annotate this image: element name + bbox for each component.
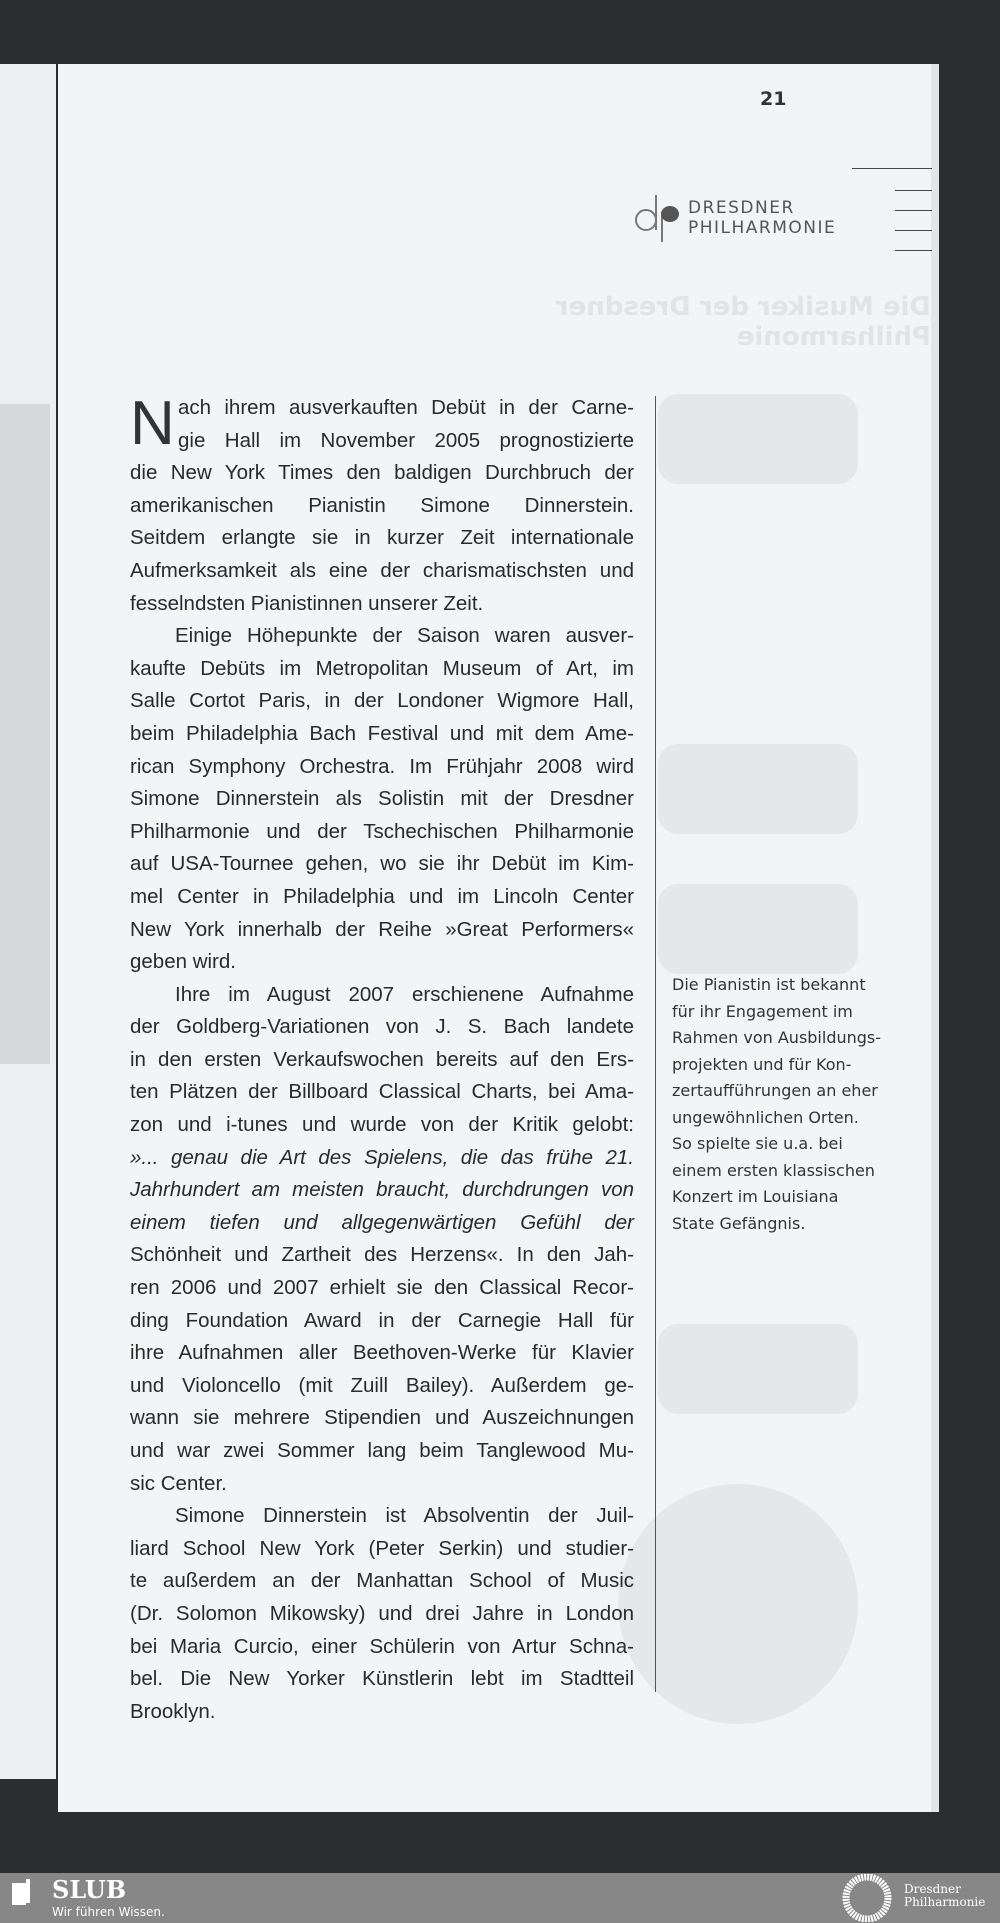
facing-page-edge bbox=[0, 64, 56, 1779]
bleed-through bbox=[0, 404, 50, 1064]
text-line: der Goldberg-Variationen von J. S. Bach landete bbox=[130, 1015, 634, 1039]
text-line: wann sie mehrere Stipendien und Auszeichnungen bbox=[130, 1406, 634, 1430]
partner-line-1: Dresdner bbox=[904, 1882, 961, 1896]
sidebar-line: Die Pianistin ist bekannt bbox=[672, 975, 866, 994]
bleed-through bbox=[658, 884, 858, 974]
margin-mark bbox=[852, 168, 932, 169]
text-line: Jahrhundert am meisten braucht, durchdrungen von bbox=[130, 1178, 634, 1202]
text-line: mel Center in Philadelphia und im Lincoln Center bbox=[130, 884, 634, 908]
text-line: zon und i-tunes und wurde von der Kritik gelobt: bbox=[130, 1113, 634, 1137]
slub-title: SLUB bbox=[52, 1875, 127, 1904]
text-line: Brooklyn. bbox=[130, 1699, 216, 1723]
column-divider bbox=[655, 396, 656, 1692]
text-line: amerikanischen Pianistin Simone Dinnerstein. bbox=[130, 493, 634, 517]
text-line: Seitdem erlangte sie in kurzer Zeit internationale bbox=[130, 526, 634, 550]
text-line: Philharmonie und der Tschechischen Philharmonie bbox=[130, 819, 634, 843]
slub-book-icon bbox=[10, 1877, 34, 1907]
text-line: in den ersten Verkaufswochen bereits auf den Ers- bbox=[130, 1047, 634, 1071]
sidebar-line: einem ersten klassischen bbox=[672, 1160, 875, 1180]
philharmonie-sun-logo-icon bbox=[842, 1874, 892, 1922]
sidebar-line: ungewöhnlichen Orten. bbox=[672, 1107, 859, 1127]
text-line: gie Hall im November 2005 prognostizierte bbox=[178, 428, 634, 452]
sidebar-line: für ihr Engagement im bbox=[672, 1001, 853, 1021]
margin-mark bbox=[895, 250, 932, 251]
bleed-through bbox=[658, 394, 858, 484]
text-line: Aufmerksamkeit als eine der charismatischsten und bbox=[130, 558, 634, 582]
bleed-through-title: Die Musiker der Dresdner Philharmonie bbox=[555, 292, 931, 352]
bleed-through bbox=[618, 1484, 858, 1724]
drop-cap: N bbox=[130, 389, 175, 458]
text-line: beim Philadelphia Bach Festival und mit dem Ame- bbox=[130, 721, 634, 745]
text-line: Salle Cortot Paris, in der Londoner Wigmore Hall, bbox=[130, 689, 634, 713]
slub-tagline: Wir führen Wissen. bbox=[52, 1905, 165, 1919]
sidebar-line: Konzert im Louisiana bbox=[672, 1187, 839, 1206]
text-line: »... genau die Art des Spielens, die das frühe 21. bbox=[130, 1145, 634, 1169]
logo-line-2: PHILHARMONIE bbox=[688, 218, 837, 238]
text-line: und Violoncello (mit Zuill Bailey). Außerdem ge- bbox=[130, 1373, 634, 1397]
orchestra-logo-text bbox=[688, 198, 836, 238]
partner-name bbox=[904, 1883, 985, 1909]
text-line: te außerdem an der Manhattan School of Music bbox=[130, 1569, 634, 1593]
article-body bbox=[130, 389, 634, 1728]
text-line: ten Plätzen der Billboard Classical Charts, bei Ama- bbox=[130, 1080, 634, 1104]
text-line: ach ihrem ausverkauften Debüt in der Carne- bbox=[178, 396, 634, 419]
text-line: bei Maria Curcio, einer Schülerin von Artur Schna- bbox=[130, 1634, 634, 1658]
text-line: Simone Dinnerstein ist Absolventin der Juil- bbox=[175, 1504, 634, 1528]
text-line: einem tiefen und allgegenwärtigen Gefühl der bbox=[130, 1210, 634, 1234]
margin-mark bbox=[895, 210, 932, 211]
partner-line-2: Philharmonie bbox=[904, 1895, 986, 1909]
text-line: (Dr. Solomon Mikowsky) und drei Jahre in London bbox=[130, 1601, 634, 1625]
text-line: und war zwei Sommer lang beim Tanglewood Mu- bbox=[130, 1439, 634, 1462]
footer-bar bbox=[0, 1873, 1000, 1923]
text-line: ding Foundation Award in der Carnegie Hall für bbox=[130, 1308, 634, 1332]
sidebar-line: Rahmen von Ausbildungs- bbox=[672, 1028, 882, 1047]
bleed-through bbox=[658, 744, 858, 834]
text-line: Einige Höhepunkte der Saison waren ausver- bbox=[175, 624, 634, 648]
sidebar-note bbox=[672, 972, 881, 1237]
text-line: Simone Dinnerstein als Solistin mit der Dresdner bbox=[130, 787, 634, 811]
text-line: die New York Times den baldigen Durchbruch der bbox=[130, 461, 634, 485]
text-line: bel. Die New Yorker Künstlerin lebt im Stadtteil bbox=[130, 1667, 634, 1691]
bleed-through bbox=[658, 1324, 858, 1414]
sidebar-line: State Gefängnis. bbox=[672, 1213, 806, 1233]
text-line: geben wird. bbox=[130, 950, 236, 974]
text-line: ihre Aufnahmen aller Beethoven-Werke für Klavier bbox=[130, 1341, 634, 1365]
sidebar-line: zertaufführungen an eher bbox=[672, 1081, 878, 1100]
sidebar-line: So spielte sie u.a. bei bbox=[672, 1134, 843, 1153]
page-number: 21 bbox=[760, 88, 787, 110]
margin-mark bbox=[895, 230, 932, 231]
margin-mark bbox=[895, 190, 932, 191]
text-line: New York innerhalb der Reihe »Great Performers« bbox=[130, 917, 634, 941]
text-line: ren 2006 und 2007 erhielt sie den Classical Recor- bbox=[130, 1276, 634, 1300]
page-edge bbox=[931, 64, 939, 1812]
text-line: Schönheit und Zartheit des Herzens«. In den Jah- bbox=[130, 1243, 634, 1267]
text-line: sic Center. bbox=[130, 1471, 227, 1495]
text-line: rican Symphony Orchestra. Im Frühjahr 2008 wird bbox=[130, 754, 634, 778]
text-line: auf USA-Tournee gehen, wo sie ihr Debüt im Kim- bbox=[130, 852, 634, 876]
text-line: kaufte Debüts im Metropolitan Museum of Art, im bbox=[130, 656, 634, 680]
text-line: liard School New York (Peter Serkin) und studier- bbox=[130, 1536, 634, 1560]
text-line: fesselndsten Pianistinnen unserer Zeit. bbox=[130, 591, 484, 615]
dresdner-philharmonie-logo-icon bbox=[632, 190, 682, 245]
text-line: Ihre im August 2007 erschienene Aufnahme bbox=[175, 982, 634, 1006]
logo-line-1: DRESDNER bbox=[688, 198, 795, 218]
sidebar-line: projekten und für Kon- bbox=[672, 1054, 852, 1074]
